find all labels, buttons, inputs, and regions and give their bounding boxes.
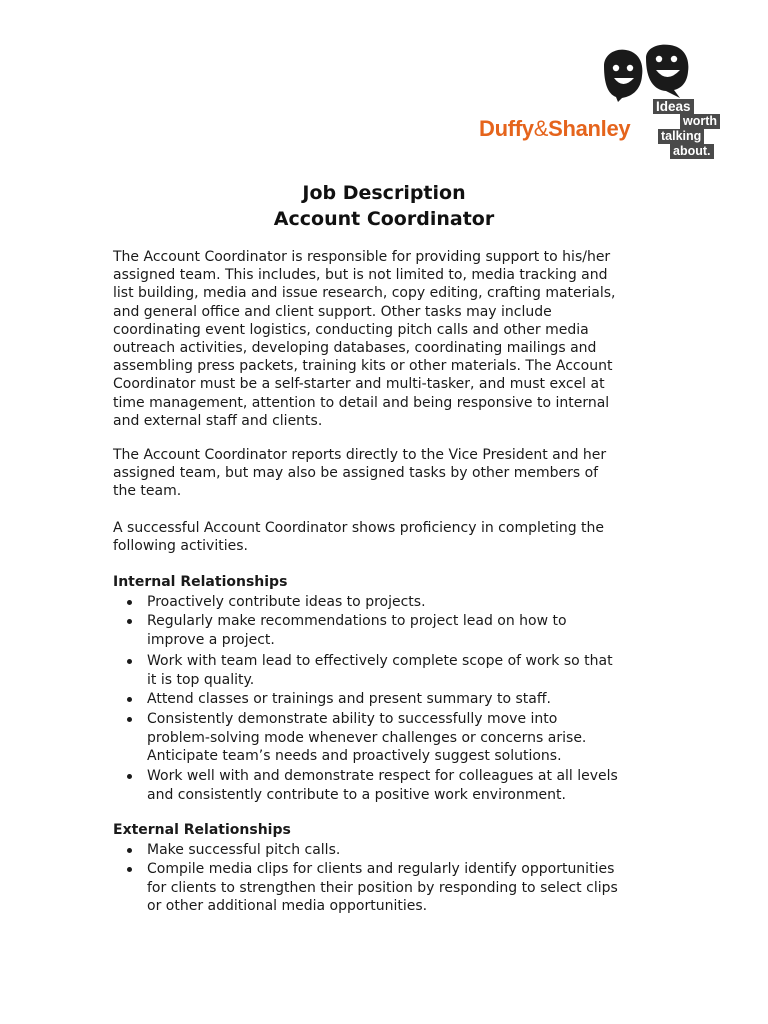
paragraph-line: assembling press packets, training kits or other materials. The Account bbox=[113, 358, 613, 375]
bullet-icon bbox=[127, 867, 132, 872]
paragraph-line: following activities. bbox=[113, 538, 248, 555]
bullet-icon bbox=[127, 697, 132, 702]
paragraph-line: and external staff and clients. bbox=[113, 412, 323, 429]
bullet-icon bbox=[127, 600, 132, 605]
paragraph-line: assigned team, but may also be assigned tasks by other members of bbox=[113, 465, 599, 482]
paragraph-line: outreach activities, developing databases, coordinating mailings and bbox=[113, 340, 597, 357]
list-item-line: improve a project. bbox=[147, 631, 275, 648]
paragraph-line: Coordinator must be a self-starter and multi-tasker, and must excel at bbox=[113, 376, 605, 393]
bullet-icon bbox=[127, 717, 132, 722]
section-heading-external: External Relationships bbox=[113, 822, 291, 838]
list-item-line: it is top quality. bbox=[147, 671, 255, 688]
document-title: Job Description bbox=[302, 182, 466, 204]
list-item-line: Compile media clips for clients and regularly identify opportunities bbox=[147, 861, 615, 877]
company-logo bbox=[476, 44, 736, 160]
paragraph-line: list building, media and issue research, copy editing, crafting materials, bbox=[113, 285, 616, 302]
tagline-word: about. bbox=[670, 144, 714, 159]
paragraph-line: the team. bbox=[113, 483, 182, 500]
list-item-line: Attend classes or trainings and present summary to staff. bbox=[147, 691, 551, 707]
list-item bbox=[147, 690, 551, 709]
list-item-line: Work well with and demonstrate respect for colleagues at all levels bbox=[147, 768, 618, 784]
paragraph-line: The Account Coordinator reports directly to the Vice President and her bbox=[113, 447, 607, 463]
paragraph-line: coordinating event logistics, conducting pitch calls and other media bbox=[113, 321, 589, 338]
list-item-line: Consistently demonstrate ability to successfully move into bbox=[147, 711, 558, 727]
paragraph-line: assigned team. This includes, but is not limited to, media tracking and bbox=[113, 267, 608, 284]
bullet-icon bbox=[127, 659, 132, 664]
list-item-line: Work with team lead to effectively complete scope of work so that bbox=[147, 653, 613, 669]
list-item bbox=[147, 652, 613, 689]
list-item-line: Proactively contribute ideas to projects. bbox=[147, 594, 426, 610]
section-heading-internal: Internal Relationships bbox=[113, 574, 288, 590]
list-item-line: for clients to strengthen their position by responding to select clips bbox=[147, 879, 618, 896]
list-item bbox=[147, 767, 618, 804]
tagline-word: Ideas bbox=[653, 99, 694, 114]
bullet-icon bbox=[127, 619, 132, 624]
list-item-line: and consistently contribute to a positive work environment. bbox=[147, 786, 566, 803]
paragraph-line: and general office and client support. Other tasks may include bbox=[113, 303, 552, 320]
list-item-line: problem-solving mode whenever challenges or concerns arise. bbox=[147, 729, 587, 746]
paragraph-line: time management, attention to detail and being responsive to internal bbox=[113, 394, 610, 411]
list-item bbox=[147, 860, 618, 916]
list-item bbox=[147, 841, 340, 860]
list-item-line: Make successful pitch calls. bbox=[147, 842, 341, 858]
list-item-line: or other additional media opportunities. bbox=[147, 898, 428, 915]
list-item-line: Regularly make recommendations to project lead on how to bbox=[147, 613, 567, 629]
proficiency-paragraph bbox=[113, 519, 673, 555]
tagline-word: talking bbox=[658, 129, 704, 144]
bullet-icon bbox=[127, 774, 132, 779]
reporting-paragraph bbox=[113, 446, 673, 501]
list-item-line: Anticipate team’s needs and proactively suggest solutions. bbox=[147, 748, 562, 765]
intro-paragraph bbox=[113, 248, 673, 430]
list-item bbox=[147, 593, 426, 612]
bullet-icon bbox=[127, 848, 132, 853]
list-item bbox=[147, 710, 586, 766]
tagline-word: worth bbox=[680, 114, 720, 129]
brand-wordmark: Duffy&Shanley bbox=[479, 116, 631, 141]
paragraph-line: The Account Coordinator is responsible for providing support to his/her bbox=[113, 249, 611, 265]
list-item bbox=[147, 612, 567, 649]
document-subtitle: Account Coordinator bbox=[273, 208, 495, 230]
paragraph-line: A successful Account Coordinator shows proficiency in completing the bbox=[113, 520, 605, 536]
